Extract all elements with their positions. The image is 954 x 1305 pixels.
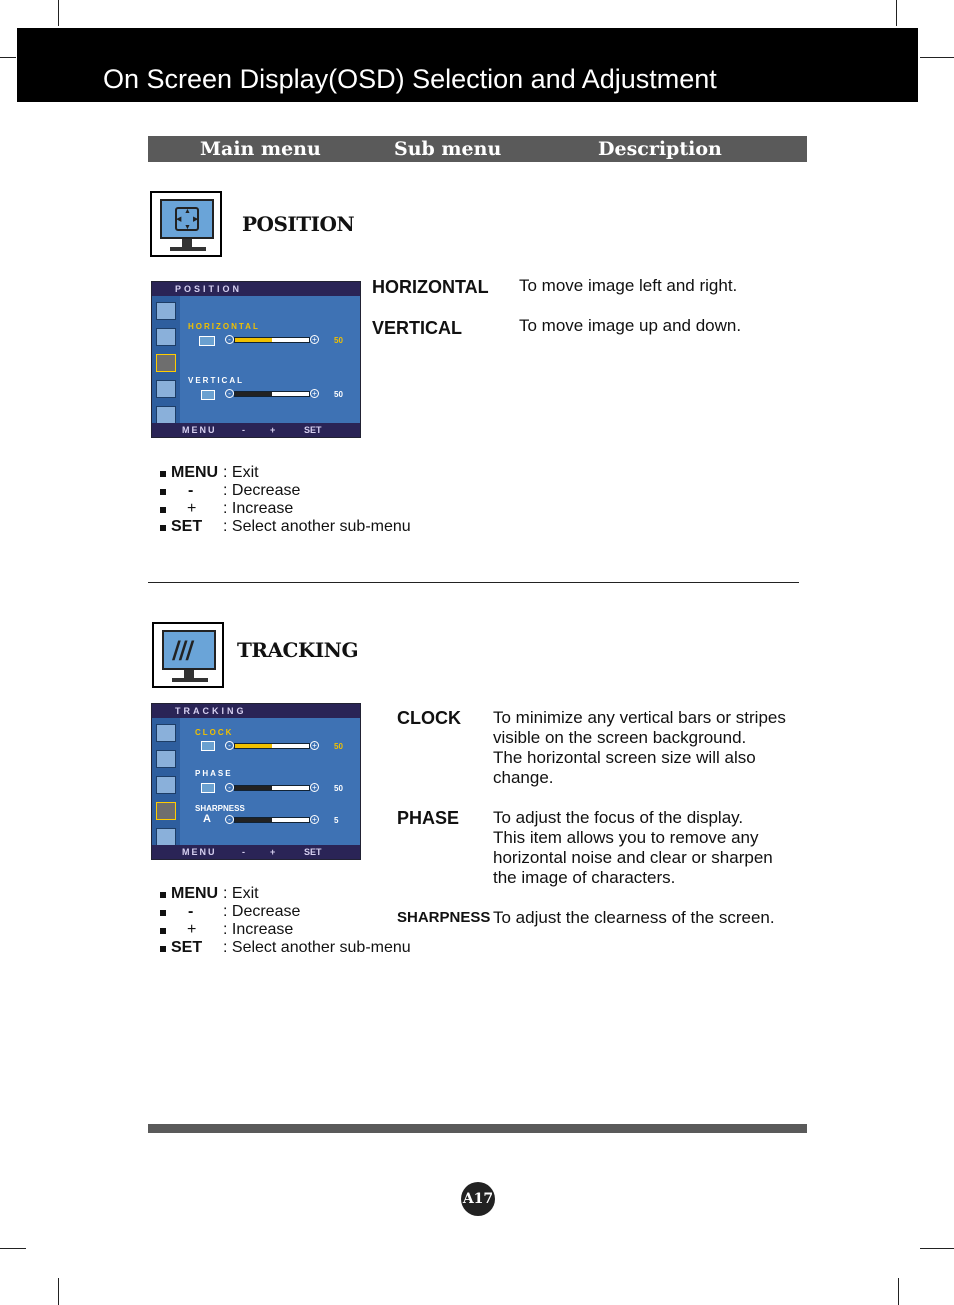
crop-mark — [920, 1248, 954, 1249]
phase-icon — [201, 783, 215, 793]
osd-item-value: 50 — [334, 784, 343, 793]
legend-row: - : Decrease — [160, 903, 440, 921]
crop-mark — [58, 0, 59, 26]
osd-item-value: 5 — [334, 816, 339, 825]
crop-mark — [920, 57, 954, 58]
legend-row: MENU : Exit — [160, 464, 440, 482]
osd-item-value: 50 — [334, 336, 343, 345]
osd-item-value: 50 — [334, 390, 343, 399]
title-bar — [17, 28, 918, 102]
osd-title: TRACKING — [152, 704, 360, 718]
osd-plus-label: + — [270, 847, 276, 857]
osd-bottom-bar — [152, 845, 360, 859]
header-main-menu: Main menu — [200, 138, 321, 160]
osd-picture-icon — [156, 724, 176, 742]
osd-position-icon — [156, 776, 176, 794]
osd-minus-label: - — [242, 425, 245, 435]
position-monitor-icon: ▲ ▼ ◀ ▶ — [150, 191, 222, 257]
tracking-osd-panel — [151, 703, 361, 860]
legend-row: + : Increase — [160, 500, 440, 518]
osd-item-value: 50 — [334, 742, 343, 751]
osd-position-icon — [156, 354, 176, 372]
minus-icon: - — [225, 389, 234, 398]
footer-bar — [148, 1124, 807, 1133]
legend-row: - : Decrease — [160, 482, 440, 500]
submenu-sharpness: SHARPNESS — [397, 909, 491, 926]
crop-mark — [0, 57, 16, 58]
osd-picture-icon — [156, 302, 176, 320]
minus-icon: - — [225, 783, 234, 792]
osd-title: POSITION — [152, 282, 360, 296]
header-description: Description — [598, 138, 722, 160]
osd-tracking-icon — [156, 802, 176, 820]
submenu-horizontal-desc: To move image left and right. — [519, 276, 738, 295]
osd-set-label: SET — [304, 847, 322, 857]
submenu-clock-desc: To minimize any vertical bars or stripes visible on the screen background. The horizontal screen size will also change. — [493, 708, 786, 787]
crop-mark — [0, 1248, 26, 1249]
osd-color-icon — [156, 750, 176, 768]
crop-mark — [896, 0, 897, 26]
submenu-vertical: VERTICAL — [372, 318, 462, 338]
plus-icon: + — [310, 389, 319, 398]
tracking-section-title: TRACKING — [237, 638, 359, 662]
section-divider — [148, 582, 799, 583]
tracking-legend — [160, 885, 440, 957]
osd-item-label: CLOCK — [195, 728, 234, 737]
position-section-title: POSITION — [242, 212, 355, 236]
plus-icon: + — [310, 783, 319, 792]
submenu-vertical-desc: To move image up and down. — [519, 316, 742, 335]
osd-level-bar — [234, 391, 310, 397]
table-header — [148, 136, 807, 162]
osd-color-icon — [156, 328, 176, 346]
submenu-phase-desc: To adjust the focus of the display. This item allows you to remove any horizontal noise and clear or sharpen the image of characters. — [493, 808, 773, 887]
legend-row: SET : Select another sub-menu — [160, 518, 440, 536]
osd-item-label: SHARPNESS — [195, 804, 245, 813]
horizontal-icon — [199, 336, 215, 346]
submenu-phase: PHASE — [397, 808, 460, 828]
osd-minus-label: - — [242, 847, 245, 857]
osd-item-label: PHASE — [195, 769, 233, 778]
header-sub-menu: Sub menu — [394, 138, 502, 160]
osd-setup-icon — [156, 828, 176, 846]
legend-row: SET : Select another sub-menu — [160, 939, 440, 957]
osd-tracking-icon — [156, 380, 176, 398]
submenu-horizontal: HORIZONTAL — [372, 277, 489, 297]
tracking-monitor-icon: /// — [152, 622, 224, 688]
osd-plus-label: + — [270, 425, 276, 435]
osd-level-bar — [234, 743, 310, 749]
vertical-icon — [201, 390, 215, 400]
plus-icon: + — [310, 815, 319, 824]
osd-sidebar — [152, 296, 180, 423]
osd-menu-label: MENU — [182, 847, 217, 857]
position-legend — [160, 464, 440, 536]
crop-mark — [58, 1278, 59, 1305]
osd-level-bar — [234, 817, 310, 823]
submenu-clock: CLOCK — [397, 708, 461, 728]
osd-set-label: SET — [304, 425, 322, 435]
page-number-badge: A17 — [461, 1182, 495, 1216]
osd-setup-icon — [156, 406, 176, 424]
osd-level-bar — [234, 337, 310, 343]
clock-icon — [201, 741, 215, 751]
legend-row: MENU : Exit — [160, 885, 440, 903]
plus-icon: + — [310, 335, 319, 344]
osd-level-bar — [234, 785, 310, 791]
minus-icon: - — [225, 741, 234, 750]
sharpness-icon: A — [203, 813, 211, 825]
minus-icon: - — [225, 815, 234, 824]
osd-item-label: HORIZONTAL — [188, 322, 260, 331]
submenu-sharpness-desc: To adjust the clearness of the screen. — [493, 908, 775, 927]
legend-row: + : Increase — [160, 921, 440, 939]
page-title: On Screen Display(OSD) Selection and Adjustment — [103, 64, 717, 94]
minus-icon: - — [225, 335, 234, 344]
crop-mark — [898, 1278, 899, 1305]
plus-icon: + — [310, 741, 319, 750]
position-osd-panel — [151, 281, 361, 438]
osd-sidebar — [152, 718, 180, 845]
osd-item-label: VERTICAL — [188, 376, 244, 385]
osd-bottom-bar — [152, 423, 360, 437]
osd-menu-label: MENU — [182, 425, 217, 435]
